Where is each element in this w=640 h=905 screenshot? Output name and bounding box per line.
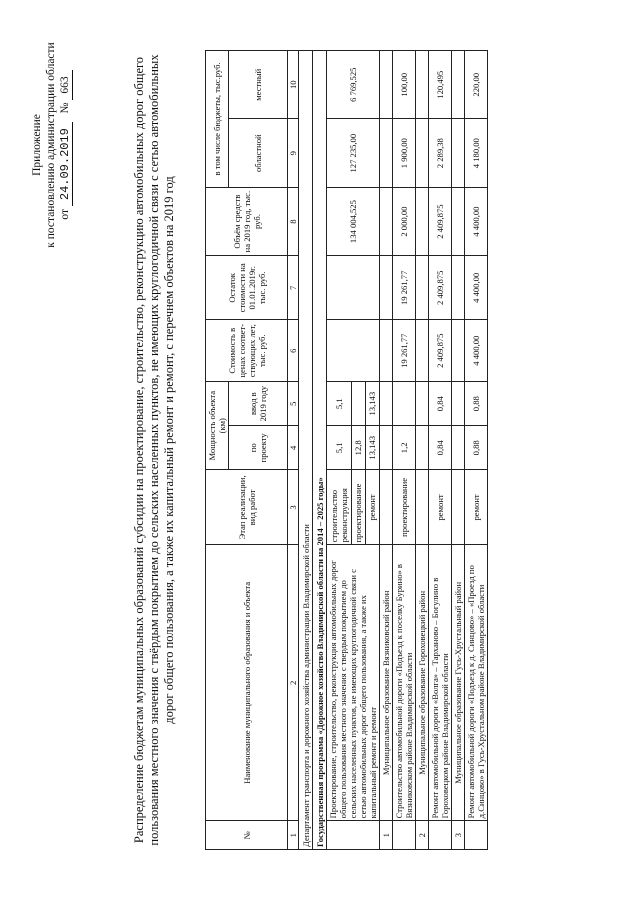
- header-including: в том числе бюджеты, тыс.руб.: [206, 51, 229, 188]
- cost-cell: 19 261,77: [393, 320, 416, 382]
- cost-cell: 4 400,00: [465, 320, 488, 382]
- remainder-cell: 2 409,875: [429, 256, 452, 320]
- summary-regional: 127 235,00: [327, 119, 380, 187]
- object-name: Строительство автомобильной дороги «Подъезд к поселку Бурино» в Вязниковском районе Владимирской области: [393, 545, 416, 821]
- stage-cell: ремонт: [429, 470, 452, 545]
- program-row: Государственная программа «Дорожное хозяйство Владимирской области на 2014 – 2025 годы»: [313, 51, 327, 850]
- appendix-title: Приложение: [31, 114, 43, 176]
- col-index: 1: [288, 821, 299, 850]
- summary-local: 6 769,525: [327, 51, 380, 119]
- remainder-cell: 4 400,00: [465, 256, 488, 320]
- decree-date: 24.09.2019: [58, 122, 73, 206]
- appendix-block: [30, 5, 73, 285]
- municipality-row: [416, 51, 429, 850]
- cap-2019-cell: 5,1: [327, 382, 352, 426]
- cap-project-cell: 5,1: [327, 426, 352, 470]
- col-index: 8: [288, 187, 299, 255]
- stage-cell: проектирование: [351, 470, 365, 545]
- col-index: 7: [288, 256, 299, 320]
- header-name: Наименование муниципального образования и объекта: [206, 545, 288, 821]
- cap-project-cell: 13,143: [365, 426, 379, 470]
- header-remainder: Остаток стоимости на 01.01.2019г. тыс. руб.: [206, 256, 288, 320]
- regional-cell: 4 180,00: [465, 119, 488, 187]
- stage-cell: проектирование: [393, 470, 416, 545]
- column-index-row: [288, 51, 299, 850]
- municipality-row: [380, 51, 393, 850]
- stage-cell: ремонт: [465, 470, 488, 545]
- from-label: от: [59, 209, 71, 220]
- row-number: 2: [416, 821, 429, 850]
- header-cap-2019: ввод в 2019 году: [229, 382, 288, 426]
- municipality-row: [452, 51, 465, 850]
- remainder-cell: 19 261,77: [393, 256, 416, 320]
- municipality-name: Муниципальное образование Вязниковский район: [380, 545, 393, 821]
- table-row: [327, 51, 352, 850]
- document-title: Распределение бюджетам муниципальных образований субсидии на проектирование, строительство, реконструкцию автомобильных дорог общего пользования местного значения с твёрдым покрытием до сельских населенных пунктов, не имеющих круглогодичной связи с сетью автомобильных дорог общего пользования, а также их капитальный ремонт и ремонт, с перечнем объектов на 2019 год: [132, 54, 176, 846]
- cap-project-cell: 12,8: [351, 426, 365, 470]
- col-index: 5: [288, 382, 299, 426]
- regional-cell: 2 289,38: [429, 119, 452, 187]
- header-cost: Стоимость в ценах соответ-ствующих лет, тыс. руб.: [206, 320, 288, 382]
- cap-2019-cell: [393, 382, 416, 426]
- object-row: [429, 51, 452, 850]
- col-index: 10: [288, 51, 299, 119]
- cost-cell: 2 409,875: [429, 320, 452, 382]
- col-index: 6: [288, 320, 299, 382]
- cap-project-cell: 1,2: [393, 426, 416, 470]
- cap-project-cell: 0,88: [465, 426, 488, 470]
- header-num: №: [206, 821, 288, 850]
- appendix-date-line: [58, 5, 73, 285]
- stage-cell: ремонт: [365, 470, 379, 545]
- summary-name: Проектирование, строительство, реконструкция автомобильных дорог общего пользования местного значения с твердым покрытием до сельских населенных пунктов, не имеющих круглогодичной связи с сетью автомобильных дорог общего пользования, а также их капитальный ремонт и ремонт: [327, 545, 380, 821]
- cap-2019-cell: 13,143: [365, 382, 379, 426]
- object-name: Ремонт автомобильной дороги «Подъезд к д. Синцово» – «Проезд по д.Синцово» в Гусь-Хрустальном районе Владимирской области: [465, 545, 488, 821]
- volume-cell: 2 409,875: [429, 187, 452, 255]
- cap-2019-cell: [351, 382, 365, 426]
- col-index: 4: [288, 426, 299, 470]
- stage-cell: строительство реконструкция: [327, 470, 352, 545]
- cap-2019-cell: 0,88: [465, 382, 488, 426]
- header-regional: областной: [229, 119, 288, 187]
- regional-cell: 1 900,00: [393, 119, 416, 187]
- allocation-table: [205, 50, 488, 850]
- header-cap-project: по проекту: [229, 426, 288, 470]
- decree-number: 663: [58, 70, 73, 99]
- col-index: 2: [288, 545, 299, 821]
- row-number: 1: [380, 821, 393, 850]
- col-index: 9: [288, 119, 299, 187]
- col-index: 3: [288, 470, 299, 545]
- municipality-name: Муниципальное образование Гусь-Хрустальный район: [452, 545, 465, 821]
- summary-volume: 134 004,525: [327, 187, 380, 255]
- object-row: [465, 51, 488, 850]
- volume-cell: 2 000,00: [393, 187, 416, 255]
- object-row: [393, 51, 416, 850]
- local-cell: 100,00: [393, 51, 416, 119]
- volume-cell: 4 400,00: [465, 187, 488, 255]
- header-volume: Объём средств на 2019 год, тыс. руб.: [206, 187, 288, 255]
- local-cell: 120,495: [429, 51, 452, 119]
- header-stage: Этап реализации, вид работ: [206, 470, 288, 545]
- appendix-subtitle: к постановлению администрации области: [45, 42, 57, 248]
- header-capacity: Мощность объекта (км): [206, 382, 229, 470]
- cap-project-cell: 0,84: [429, 426, 452, 470]
- object-name: Ремонт автомобильной дороги «Волга» – Тарханово – Богулино в Гороховецком районе Владимирской области: [429, 545, 452, 821]
- local-cell: 220,00: [465, 51, 488, 119]
- number-label: №: [59, 102, 71, 114]
- row-number: 3: [452, 821, 465, 850]
- department-row: Департамент транспорта и дорожного хозяйства администрации Владимирской области: [299, 51, 313, 850]
- municipality-name: Муниципальное образование Гороховецкий район: [416, 545, 429, 821]
- header-local: местный: [229, 51, 288, 119]
- cap-2019-cell: 0,84: [429, 382, 452, 426]
